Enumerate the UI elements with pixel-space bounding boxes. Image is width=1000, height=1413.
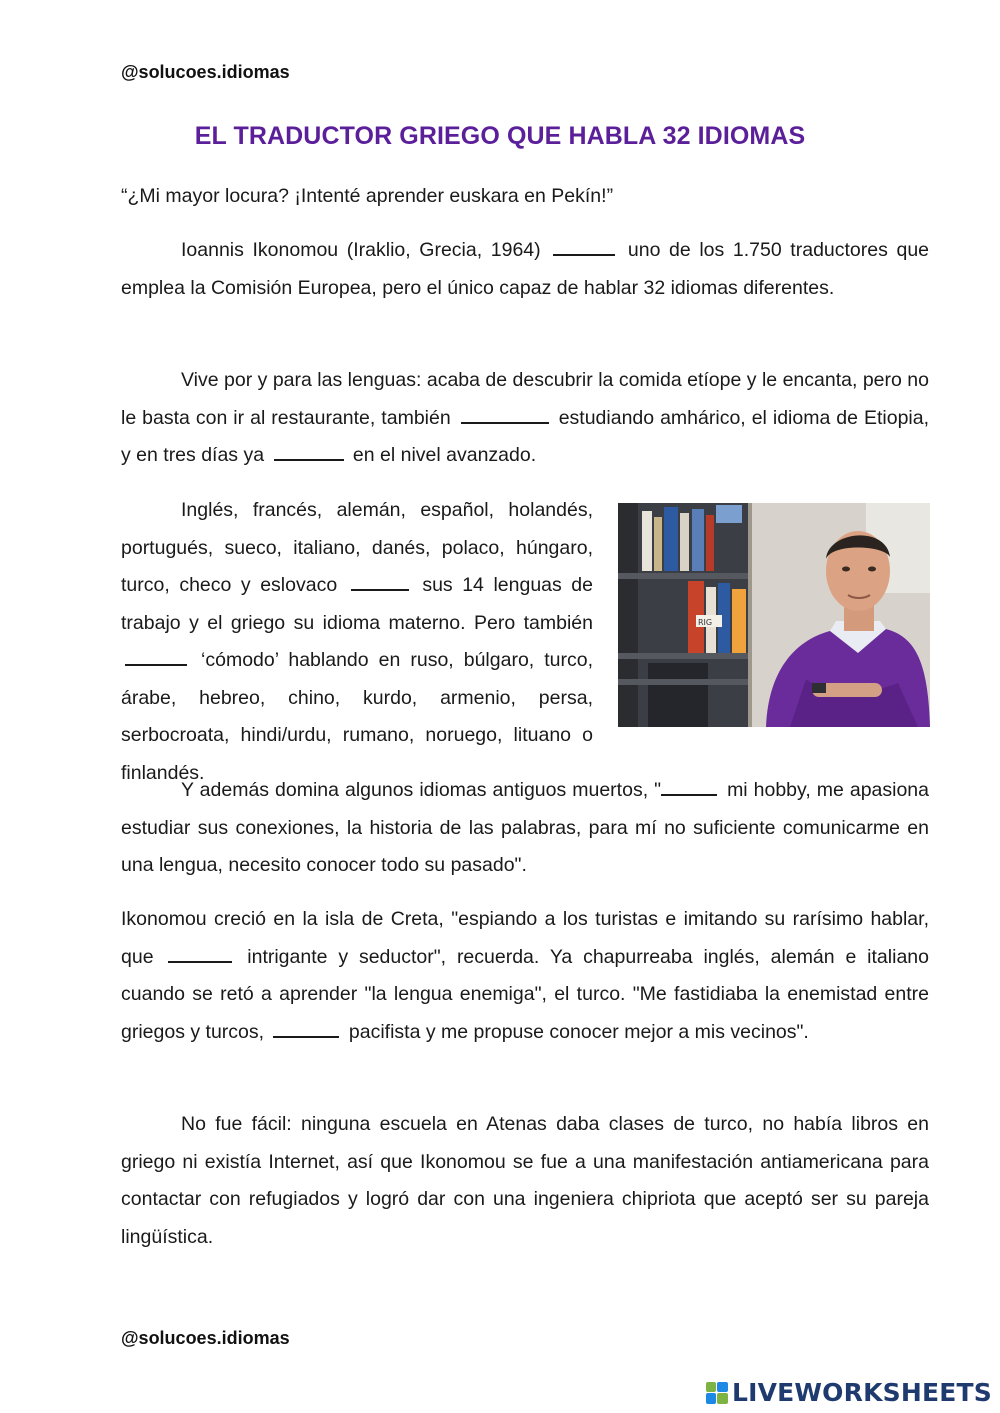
book-label: RIG <box>698 618 713 627</box>
paragraph-text: sus 14 lenguas de trabajo y el griego su idioma materno. Pero también <box>121 574 594 634</box>
paragraph-text: en el nivel avanzado. <box>352 444 537 466</box>
fill-blank-3[interactable] <box>274 441 344 461</box>
paragraph-3 <box>121 492 929 792</box>
translator-photo <box>618 503 930 727</box>
paragraph-text: intrigante y seductor", recuerda. Ya chapurreaba inglés, alemán e italiano cuando se retó a aprender "la lengua enemiga", el turco. "Me fastidiaba la enemistad entre griegos y turcos, <box>121 945 929 1043</box>
fill-blank-7[interactable] <box>168 943 232 963</box>
paragraph-text: estudiando amhárico, el idioma de Etiopia, y en tres días ya <box>121 406 930 466</box>
paragraph-2 <box>121 362 929 475</box>
paragraph-text: Vive por y para las lenguas: acaba de descubrir la comida etíope y le encanta, pero no le basta con ir al restaurante, también <box>121 369 929 429</box>
paragraph-text: No fue fácil: ninguna escuela en Atenas daba clases de turco, no había libros en griego ni existía Internet, así que Ikonomou se fue a una manifestación antiamericana para contactar con refugiados y logró dar con una ingeniera chipriota que aceptó ser su pareja lingüística. <box>121 1113 929 1248</box>
fill-blank-6[interactable] <box>661 776 717 796</box>
fill-blank-4[interactable] <box>351 571 409 591</box>
liveworksheets-mark-icon <box>706 1382 728 1404</box>
fill-blank-5[interactable] <box>125 646 187 666</box>
fill-blank-2[interactable] <box>461 404 549 424</box>
footer-handle: @solucoes.idiomas <box>121 1328 290 1348</box>
paragraph-text: Ikonomou creció en la isla de Creta, "espiando a los turistas e imitando su rarísimo hablar, que <box>121 908 929 968</box>
paragraph-5 <box>121 901 929 1051</box>
paragraph-text: Y además domina algunos idiomas antiguos muertos, " <box>181 779 662 801</box>
liveworksheets-logo[interactable] <box>706 1378 992 1407</box>
paragraph-text: pacifista y me propuse conocer mejor a mis vecinos". <box>348 1020 809 1043</box>
paragraph-text: Inglés, francés, alemán, español, holandés, portugués, sueco, italiano, danés, polaco, húngaro, turco, checo y eslovaco <box>121 499 593 596</box>
paragraph-text: mi hobby, me apasiona estudiar sus conexiones, la historia de las palabras, para mí no suficiente comunicarme en una lengua, necesito conocer todo su pasado". <box>121 779 930 876</box>
paragraph-4 <box>121 772 929 885</box>
fill-blank-8[interactable] <box>273 1018 339 1038</box>
paragraph-text: uno de los 1.750 traductores que emplea la Comisión Europea, pero el único capaz de hablar 32 idiomas diferentes. <box>121 239 930 299</box>
paragraph-text: ‘cómodo’ hablando en ruso, búlgaro, turco, árabe, hebreo, chino, kurdo, armenio, persa, serbocroata, hindi/urdu, rumano, noruego, lituano o finlandés. <box>121 649 593 784</box>
page-title: EL TRADUCTOR GRIEGO QUE HABLA 32 IDIOMAS <box>194 122 806 150</box>
paragraph-text: Ioannis Ikonomou (Iraklio, Grecia, 1964) <box>181 239 541 261</box>
logo-text: LIVEWORKSHEETS <box>731 1378 992 1407</box>
paragraph-6 <box>121 1106 929 1256</box>
subtitle-quote: “¿Mi mayor locura? ¡Intenté aprender euskara en Pekín!” <box>121 185 614 207</box>
paragraph-1 <box>121 232 929 307</box>
fill-blank-1[interactable] <box>553 236 615 256</box>
header-handle: @solucoes.idiomas <box>121 62 290 82</box>
